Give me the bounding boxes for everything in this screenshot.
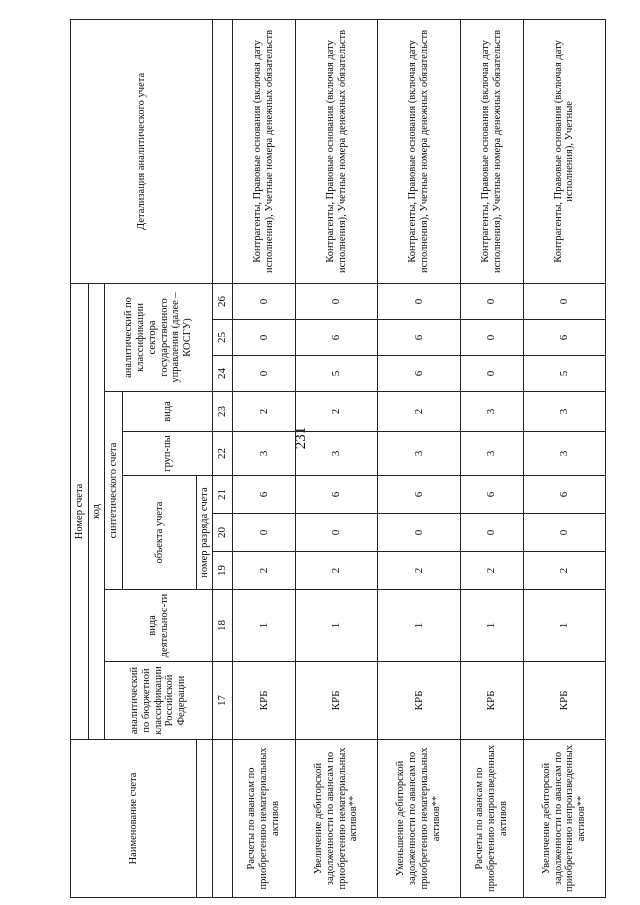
digit-cell: 21 (213, 476, 233, 514)
header-accounting-object: объекта учета (123, 476, 197, 590)
code-cell: 0 (460, 320, 523, 356)
header-kosgu: аналитический по классификации сектора государственного управления (далее – КОСГУ) (105, 283, 213, 391)
header-budget-classification: аналитический по бюджетной классификации Российской Федерации (105, 662, 213, 740)
digit-cell: 24 (213, 356, 233, 392)
code-cell: КРБ (378, 662, 460, 740)
digit-cell: 26 (213, 283, 233, 319)
code-cell: 2 (295, 552, 377, 590)
digit-cell: 17 (213, 662, 233, 740)
account-name: Расчеты по авансам по приобретению нематериальных активов (233, 740, 296, 898)
code-cell: 6 (523, 476, 605, 514)
code-cell: 2 (233, 552, 296, 590)
header-account-name: Наименование счета (71, 740, 197, 898)
detail-cell: Контрагенты, Правовые основания (включая дату исполнения), Учетные (523, 19, 605, 283)
table-row (295, 19, 377, 897)
code-cell: 2 (523, 552, 605, 590)
code-cell: 3 (460, 392, 523, 432)
digit-cell: 25 (213, 320, 233, 356)
rotated-table-frame (70, 20, 606, 898)
digit-cell: 23 (213, 392, 233, 432)
code-cell: 0 (460, 356, 523, 392)
code-cell: 0 (460, 283, 523, 319)
code-cell: 0 (295, 283, 377, 319)
code-cell: 0 (523, 283, 605, 319)
code-cell: 6 (378, 356, 460, 392)
code-cell: 6 (378, 476, 460, 514)
header-group: груп-пы (123, 432, 213, 476)
code-cell: 3 (460, 432, 523, 476)
table-row (378, 19, 460, 897)
code-cell: 3 (378, 432, 460, 476)
digit-cell (213, 740, 233, 898)
code-cell: 6 (233, 476, 296, 514)
account-table (70, 19, 606, 898)
code-cell: КРБ (233, 662, 296, 740)
code-cell: 0 (460, 514, 523, 552)
code-cell: КРБ (460, 662, 523, 740)
code-cell: 3 (523, 392, 605, 432)
code-cell: 1 (233, 590, 296, 662)
code-cell: 6 (295, 476, 377, 514)
header-name-spacer (197, 740, 213, 898)
digit-cell: 20 (213, 514, 233, 552)
table-row (233, 19, 296, 897)
code-cell: 1 (460, 590, 523, 662)
digit-cell: 22 (213, 432, 233, 476)
code-cell: 0 (378, 514, 460, 552)
code-cell: 1 (378, 590, 460, 662)
code-cell: 6 (378, 320, 460, 356)
code-cell: 0 (233, 320, 296, 356)
code-cell: 0 (378, 283, 460, 319)
header-code: код (89, 283, 105, 739)
header-account-number: Номер счета (71, 283, 89, 739)
code-cell: 2 (295, 392, 377, 432)
code-cell: 6 (295, 320, 377, 356)
code-cell: 0 (295, 514, 377, 552)
header-synthetic-account: синтетического счета (105, 392, 123, 590)
code-cell: 2 (460, 552, 523, 590)
code-cell: 6 (460, 476, 523, 514)
code-cell: 1 (295, 590, 377, 662)
rotated-table-area (70, 20, 606, 898)
detail-cell: Контрагенты, Правовые основания (включая дату исполнения), Учетные номера денежных обязательств (460, 19, 523, 283)
header-digit-number: номер разряда счета (197, 476, 213, 590)
header-kind: вида (123, 392, 213, 432)
code-cell: 5 (523, 356, 605, 392)
code-cell: 6 (523, 320, 605, 356)
code-cell: 2 (233, 392, 296, 432)
digit-cell: 19 (213, 552, 233, 590)
code-cell: 0 (523, 514, 605, 552)
digit-cell: 18 (213, 590, 233, 662)
account-name: Увеличение дебиторской задолженности по авансам по приобретению непроизведенных активов** (523, 740, 605, 898)
detail-cell: Контрагенты, Правовые основания (включая дату исполнения), Учетные номера денежных обязательств (295, 19, 377, 283)
page-number: 231 (293, 426, 309, 450)
code-cell: 2 (378, 392, 460, 432)
table-row (523, 19, 605, 897)
account-name: Увеличение дебиторской задолженности по авансам по приобретению нематериальных активов** (295, 740, 377, 898)
code-cell: 0 (233, 283, 296, 319)
account-name: Уменьшение дебиторской задолженности по авансам по приобретению нематериальных активов** (378, 740, 460, 898)
digit-cell (213, 19, 233, 283)
account-name: Расчеты по авансам по приобретению непроизведенных активов (460, 740, 523, 898)
detail-cell: Контрагенты, Правовые основания (включая дату исполнения), Учетные номера денежных обязательств (233, 19, 296, 283)
code-cell: 3 (233, 432, 296, 476)
code-cell: 3 (295, 432, 377, 476)
code-cell: КРБ (295, 662, 377, 740)
code-cell: 2 (378, 552, 460, 590)
detail-cell: Контрагенты, Правовые основания (включая дату исполнения), Учетные номера денежных обязательств (378, 19, 460, 283)
code-cell: 3 (523, 432, 605, 476)
code-cell: 1 (523, 590, 605, 662)
header-detail: Детализация аналитического учета (71, 19, 213, 283)
header-activity-type: вида деятельнос-ти (105, 590, 213, 662)
code-cell: 0 (233, 514, 296, 552)
code-cell: 5 (295, 356, 377, 392)
code-cell: 0 (233, 356, 296, 392)
code-cell: КРБ (523, 662, 605, 740)
table-row (460, 19, 523, 897)
